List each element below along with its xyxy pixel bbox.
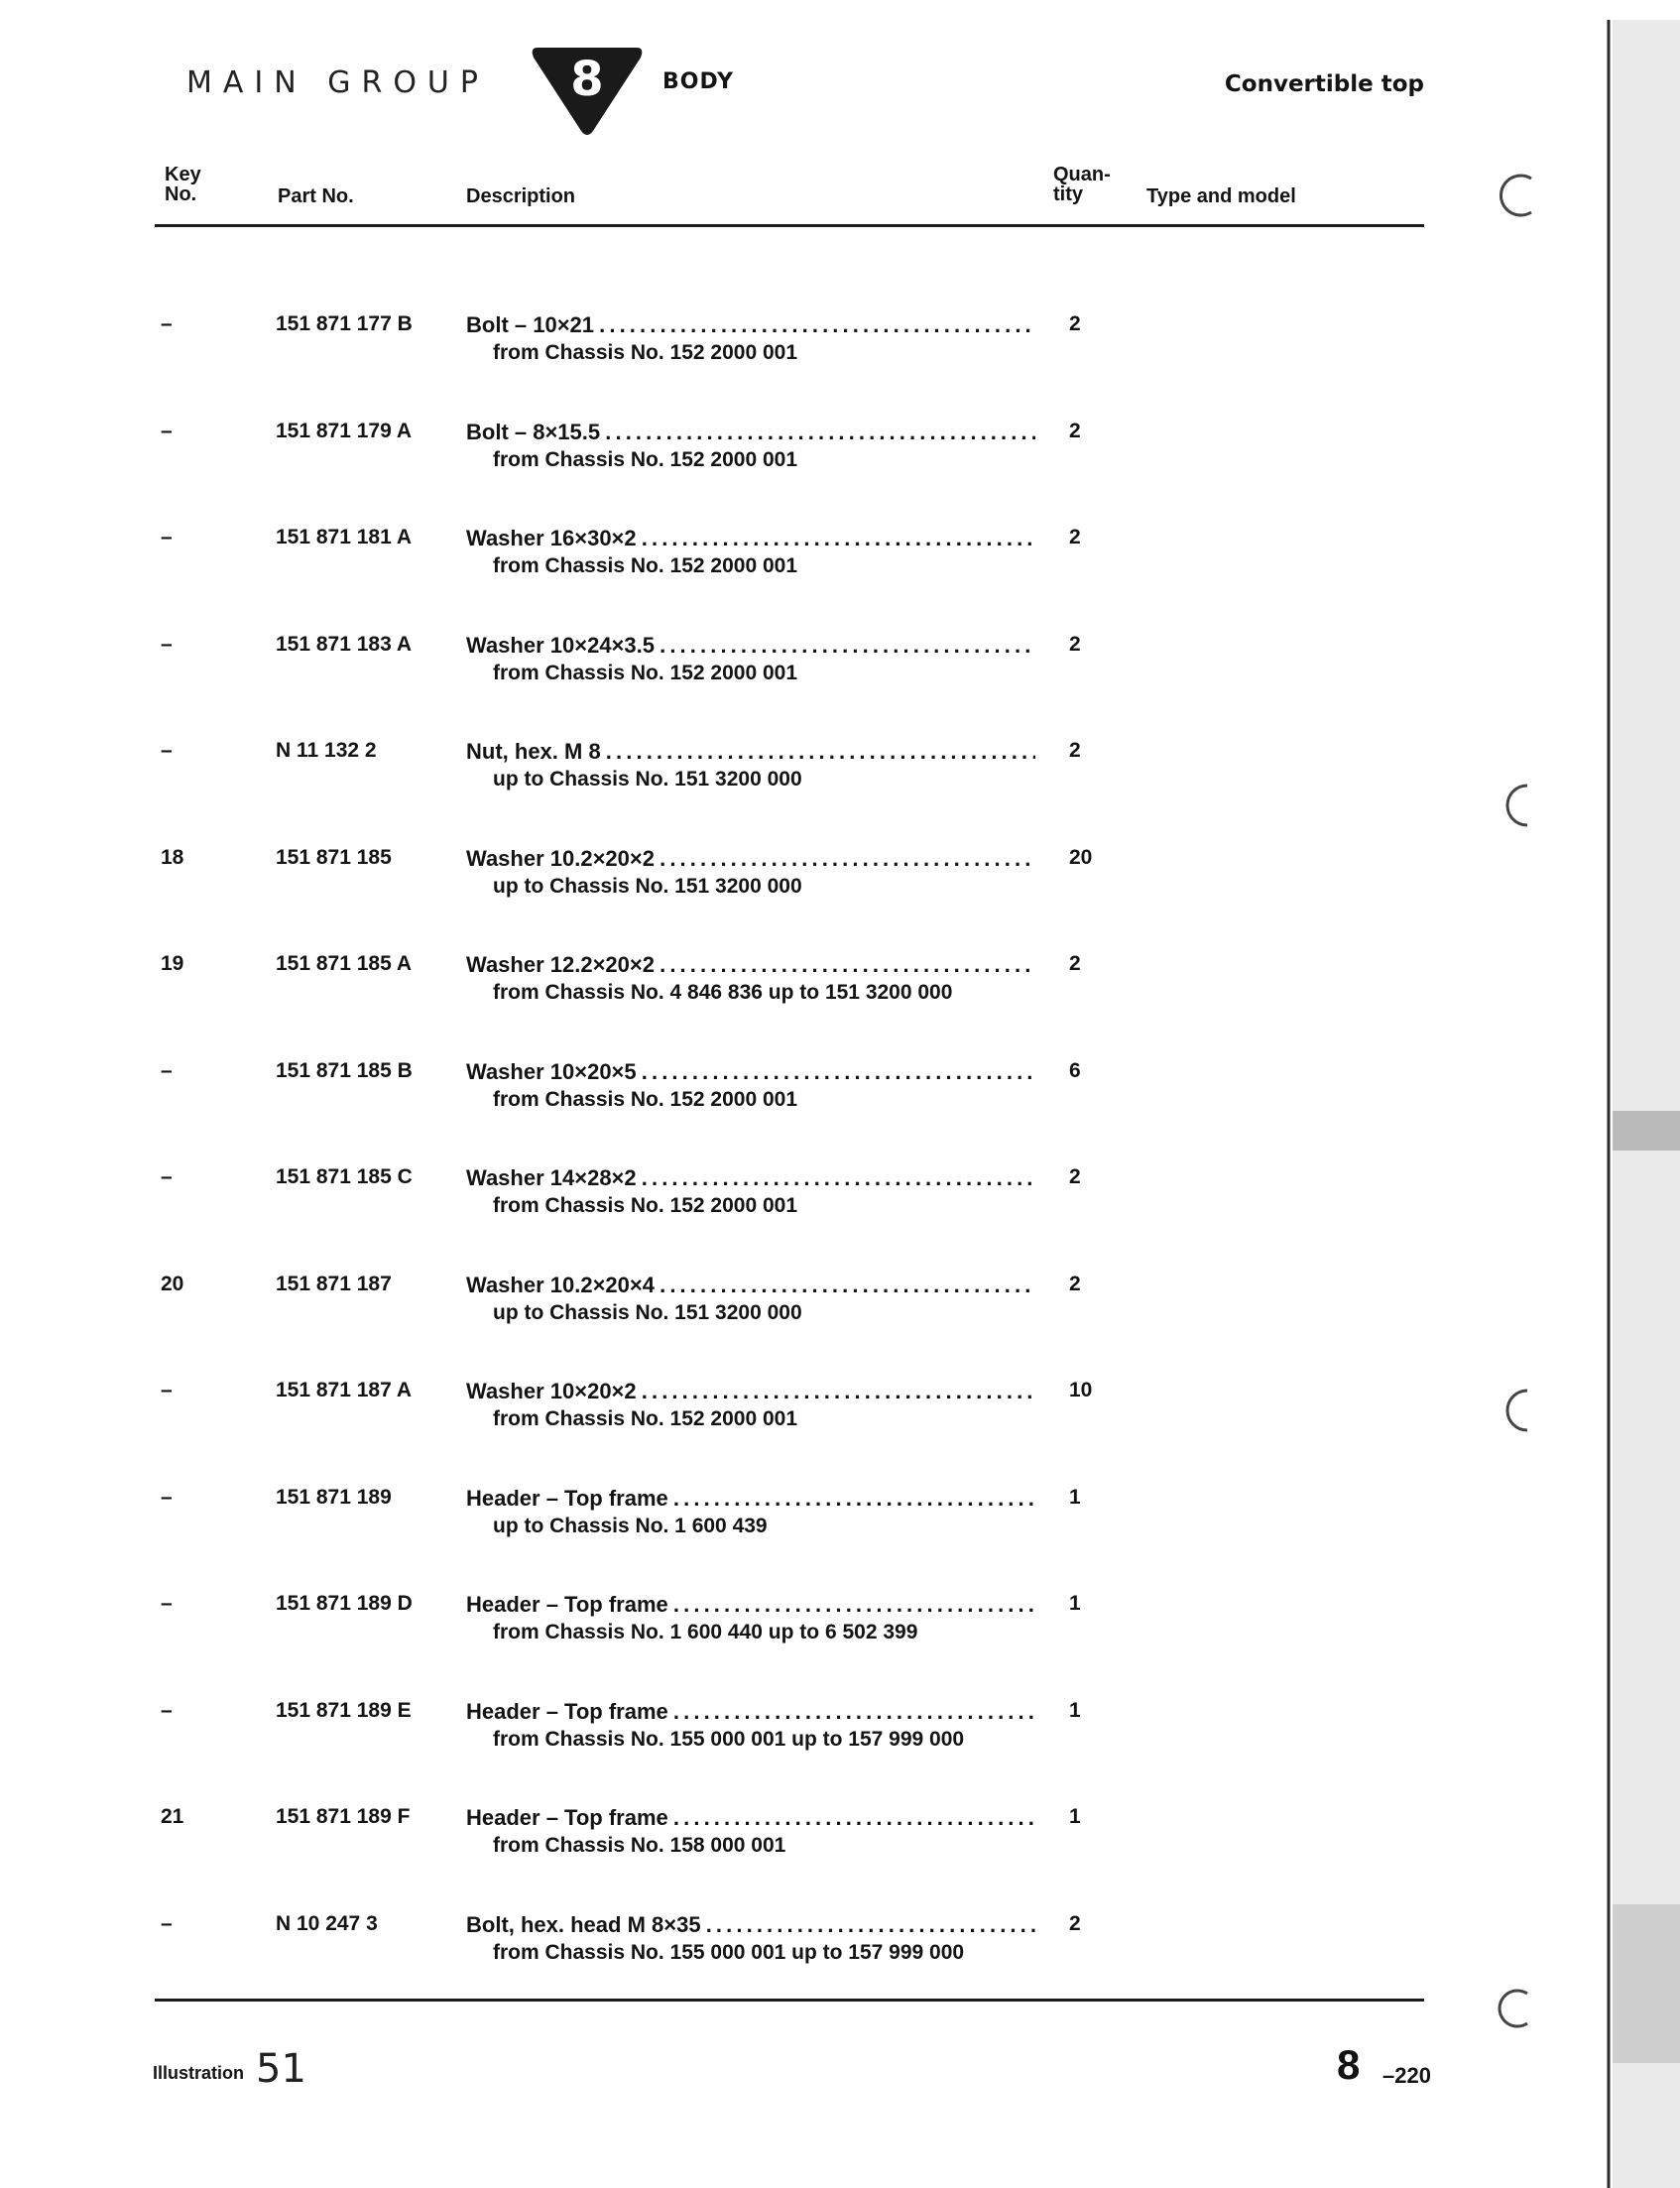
description: Bolt, hex. head M 8×35 . . . [466,1912,1035,1938]
part-number: 151 871 185 B [276,1059,413,1082]
group-number: 8 [570,52,604,107]
description: Washer 10×20×5 . . . [466,1059,1035,1085]
quantity: 10 [1069,1379,1093,1401]
part-number: 151 871 187 [276,1273,392,1295]
chassis-note: up to Chassis No. 151 3200 000 [493,768,802,790]
key-no: – [161,1486,173,1509]
chassis-note: from Chassis No. 1 600 440 up to 6 502 399 [493,1621,918,1643]
part-number: 151 871 185 [276,846,392,869]
punch-hole-mark [1492,171,1541,220]
part-number: 151 871 189 E [276,1699,412,1722]
key-no: 21 [161,1805,184,1828]
part-number: 151 871 179 A [276,420,413,442]
key-no: – [161,312,173,335]
key-no: 18 [161,846,184,869]
part-number: 151 871 189 [276,1486,392,1509]
key-no: – [161,526,173,548]
quantity: 2 [1069,420,1081,442]
table-row [0,1592,1680,1653]
column-key-header: Key No. [165,164,201,205]
chassis-note: from Chassis No. 155 000 001 up to 157 999 000 [493,1728,965,1751]
key-no: – [161,1379,173,1401]
chassis-note: up to Chassis No. 1 600 439 [493,1515,768,1537]
table-row [0,1379,1680,1440]
part-number: N 11 132 2 [276,739,377,762]
page-subnumber: –220 [1382,2063,1431,2088]
column-type-header: Type and model [1146,185,1296,207]
part-number: 151 871 183 A [276,633,413,656]
table-row [0,846,1680,908]
group-number-badge [528,40,647,139]
quantity: 1 [1069,1699,1081,1722]
quantity: 1 [1069,1486,1081,1509]
table-row [0,1486,1680,1547]
column-part-header: Part No. [278,185,354,207]
part-number: 151 871 187 A [276,1379,413,1401]
description: Washer 12.2×20×2 . . . [466,952,1035,978]
key-no: – [161,633,173,656]
table-row [0,420,1680,481]
part-number: 151 871 185 C [276,1165,413,1188]
subsection-title: Convertible top [1224,71,1424,97]
table-row [0,952,1680,1014]
key-no: – [161,1165,173,1188]
chassis-note: from Chassis No. 152 2000 001 [493,554,798,577]
part-number: 151 871 177 B [276,312,413,335]
table-row [0,1273,1680,1334]
part-number: N 10 247 3 [276,1912,378,1935]
table-row [0,1912,1680,1974]
chassis-note: from Chassis No. 155 000 001 up to 157 999 000 [493,1941,965,1964]
key-no: 20 [161,1273,184,1295]
punch-hole-mark [1494,1385,1543,1434]
quantity: 2 [1069,739,1081,762]
section-title: BODY [662,69,735,94]
part-number: 151 871 185 A [276,952,413,975]
key-no: – [161,1912,173,1935]
column-description-header: Description [466,185,576,207]
table-row [0,633,1680,694]
quantity: 2 [1069,633,1081,656]
main-group-title: MAIN GROUP [186,65,489,100]
chassis-note: up to Chassis No. 151 3200 000 [493,875,802,898]
key-no: – [161,1592,173,1615]
table-row [0,1059,1680,1121]
key-no: – [161,739,173,762]
page-number: 8 [1337,2041,1361,2088]
part-number: 151 871 189 D [276,1592,413,1615]
illustration-label: Illustration [153,2063,245,2083]
illustration-number: 51 [256,2046,306,2092]
description: Washer 10.2×20×2 . . . [466,846,1035,872]
quantity: 2 [1069,1165,1081,1188]
part-number: 151 871 181 A [276,526,413,548]
column-quantity-header: Quan- tity [1053,164,1111,205]
key-no: 19 [161,952,184,975]
key-no: – [161,1699,173,1722]
quantity: 2 [1069,1912,1081,1935]
quantity: 2 [1069,312,1081,335]
punch-hole-mark [1494,780,1543,829]
key-no: – [161,420,173,442]
quantity: 20 [1069,846,1093,869]
chassis-note: from Chassis No. 152 2000 001 [493,1407,798,1430]
description: Bolt – 8×15.5 . . . [466,420,1035,445]
description: Header – Top frame . . . [466,1592,1035,1618]
description: Nut, hex. M 8 . . . [466,739,1035,765]
description: Washer 10×20×2 . . . [466,1379,1035,1404]
table-row [0,1699,1680,1761]
quantity: 1 [1069,1805,1081,1828]
table-row [0,1165,1680,1227]
table-row [0,739,1680,800]
quantity: 2 [1069,1273,1081,1295]
chassis-note: from Chassis No. 152 2000 001 [493,662,798,684]
footer-rule [155,1999,1424,2002]
table-row [0,526,1680,587]
chassis-note: from Chassis No. 4 846 836 up to 151 3200 000 [493,981,953,1004]
description: Header – Top frame . . . [466,1699,1035,1725]
description: Washer 10×24×3.5 . . . [466,633,1035,659]
key-no: – [161,1059,173,1082]
quantity: 6 [1069,1059,1081,1082]
punch-hole-mark [1488,1984,1537,2033]
quantity: 1 [1069,1592,1081,1615]
description: Washer 14×28×2 . . . [466,1165,1035,1191]
description: Header – Top frame . . . [466,1486,1035,1512]
description: Washer 16×30×2 . . . [466,526,1035,551]
binding-edge [1605,20,1680,2188]
part-number: 151 871 189 F [276,1805,411,1828]
chassis-note: from Chassis No. 152 2000 001 [493,448,798,471]
description: Header – Top frame . . . [466,1805,1035,1831]
description: Washer 10.2×20×4 . . . [466,1273,1035,1298]
description: Bolt – 10×21 . . . [466,312,1035,338]
quantity: 2 [1069,526,1081,548]
quantity: 2 [1069,952,1081,975]
chassis-note: from Chassis No. 152 2000 001 [493,1194,798,1217]
chassis-note: from Chassis No. 152 2000 001 [493,341,798,364]
header-rule [155,224,1424,227]
chassis-note: from Chassis No. 152 2000 001 [493,1088,798,1111]
chassis-note: up to Chassis No. 151 3200 000 [493,1301,802,1324]
chassis-note: from Chassis No. 158 000 001 [493,1834,786,1857]
table-row [0,1805,1680,1867]
table-row [0,312,1680,374]
